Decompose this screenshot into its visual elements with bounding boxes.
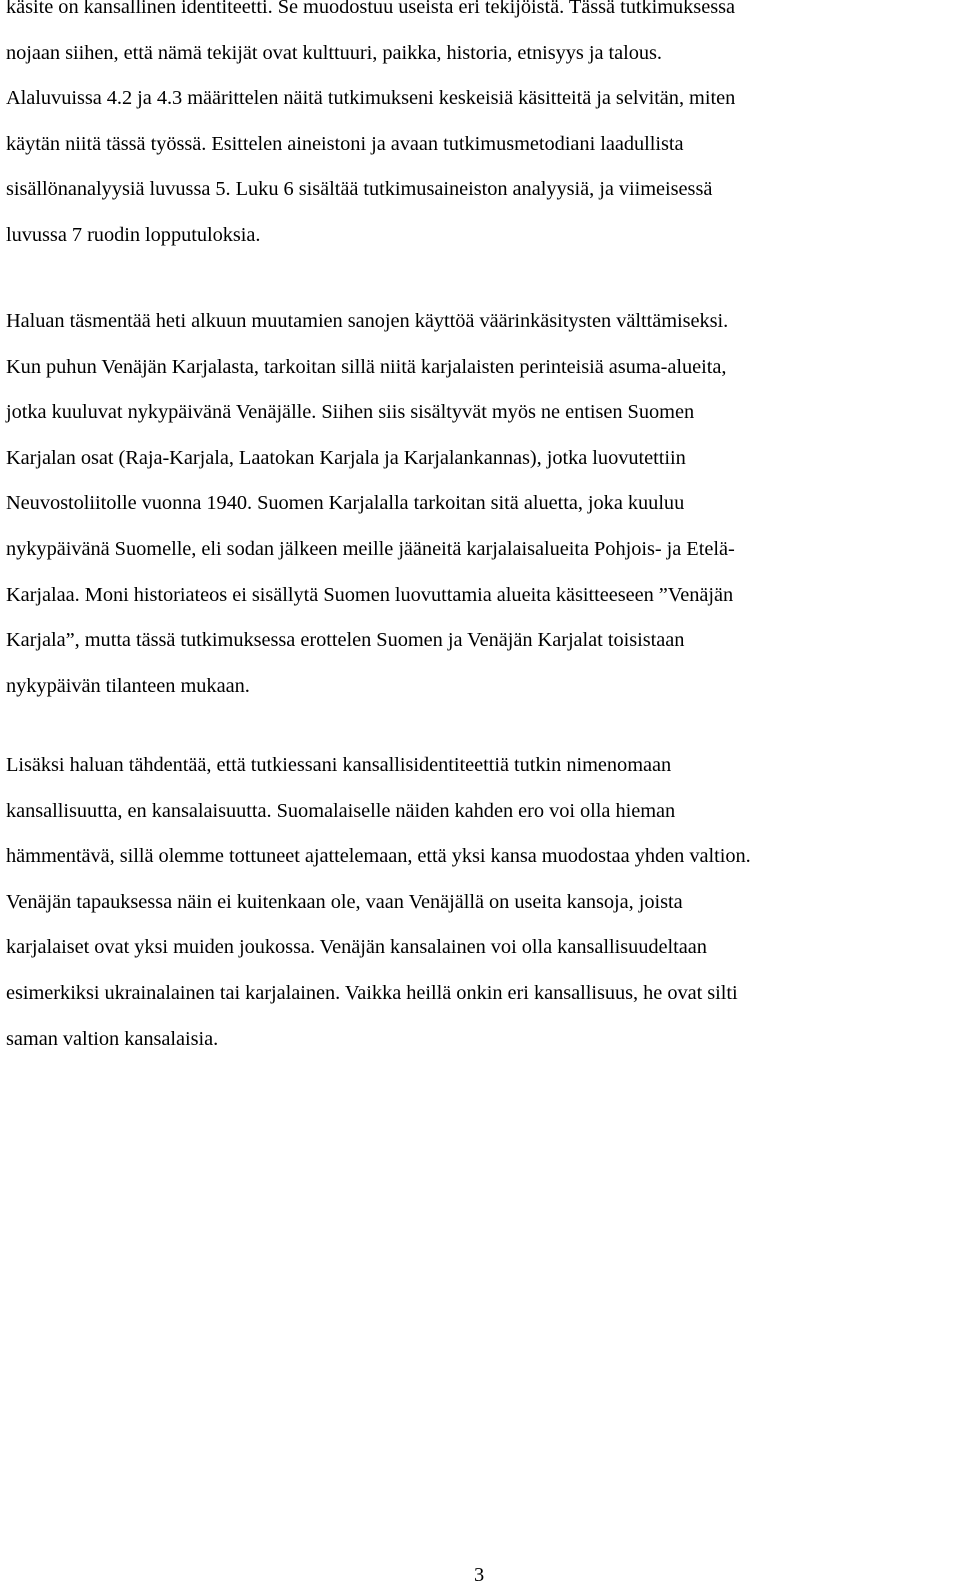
paragraph-3 [6,743,751,1062]
text-line: saman valtion kansalaisia. [6,1027,219,1050]
text-line: nykypäivänä Suomelle, eli sodan jälkeen meille jääneitä karjalaisalueita Pohjois- ja Etelä- [6,537,735,560]
text-line: luvussa 7 ruodin lopputuloksia. [6,223,261,246]
text-line: jotka kuuluvat nykypäivänä Venäjälle. Siihen siis sisältyvät myös ne entisen Suomen [6,401,695,424]
text-line: kansallisuutta, en kansalaisuutta. Suomalaiselle näiden kahden ero voi olla hieman [6,799,676,822]
page-number: 3 [474,1564,485,1586]
text-line: Neuvostoliitolle vuonna 1940. Suomen Karjalalla tarkoitan sitä aluetta, joka kuuluu [6,492,685,515]
text-line: Alaluvuissa 4.2 ja 4.3 määrittelen näitä tutkimukseni keskeisiä käsitteitä ja selvitän, miten [6,87,736,110]
paragraph-1 [6,0,735,259]
text-line: nykypäivän tilanteen mukaan. [6,674,250,697]
text-line: Karjalaa. Moni historiateos ei sisällytä Suomen luovuttamia alueita käsitteeseen ”Venäjän [6,583,734,606]
text-line: Karjala”, mutta tässä tutkimuksessa erottelen Suomen ja Venäjän Karjalat toisistaan [6,629,685,652]
text-line: Karjalan osat (Raja-Karjala, Laatokan Karjala ja Karjalankannas), jotka luovutettiin [6,446,686,469]
text-line: nojaan siihen, että nämä tekijät ovat kulttuuri, paikka, historia, etnisyys ja talous. [6,41,662,64]
text-line: Haluan täsmentää heti alkuun muutamien sanojen käyttöä väärinkäsitysten välttämiseksi. [6,310,729,332]
text-line: karjalaiset ovat yksi muiden joukossa. Venäjän kansalainen voi olla kansallisuudeltaan [6,936,707,959]
text-line: hämmentävä, sillä olemme tottuneet ajattelemaan, että yksi kansa muodostaa yhden valtion. [6,845,751,868]
text-line: käsite on kansallinen identiteetti. Se muodostuu useista eri tekijöistä. Tässä tutkimuksessa [6,0,735,18]
paragraph-2 [6,299,735,709]
text-line: Lisäksi haluan tähdentää, että tutkiessani kansallisidentiteettiä tutkin nimenomaan [6,754,672,776]
text-line: esimerkiksi ukrainalainen tai karjalainen. Vaikka heillä onkin eri kansallisuus, he ovat silti [6,981,738,1004]
text-line: sisällönanalyysiä luvussa 5. Luku 6 sisältää tutkimusaineiston analyysiä, ja viimeisessä [6,178,713,201]
text-line: Kun puhun Venäjän Karjalasta, tarkoitan sillä niitä karjalaisten perinteisiä asuma-alueita, [6,355,727,378]
text-line: Venäjän tapauksessa näin ei kuitenkaan ole, vaan Venäjällä on useita kansoja, joista [6,890,683,913]
text-line: käytän niitä tässä työssä. Esittelen aineistoni ja avaan tutkimusmetodiani laadullista [6,132,684,155]
